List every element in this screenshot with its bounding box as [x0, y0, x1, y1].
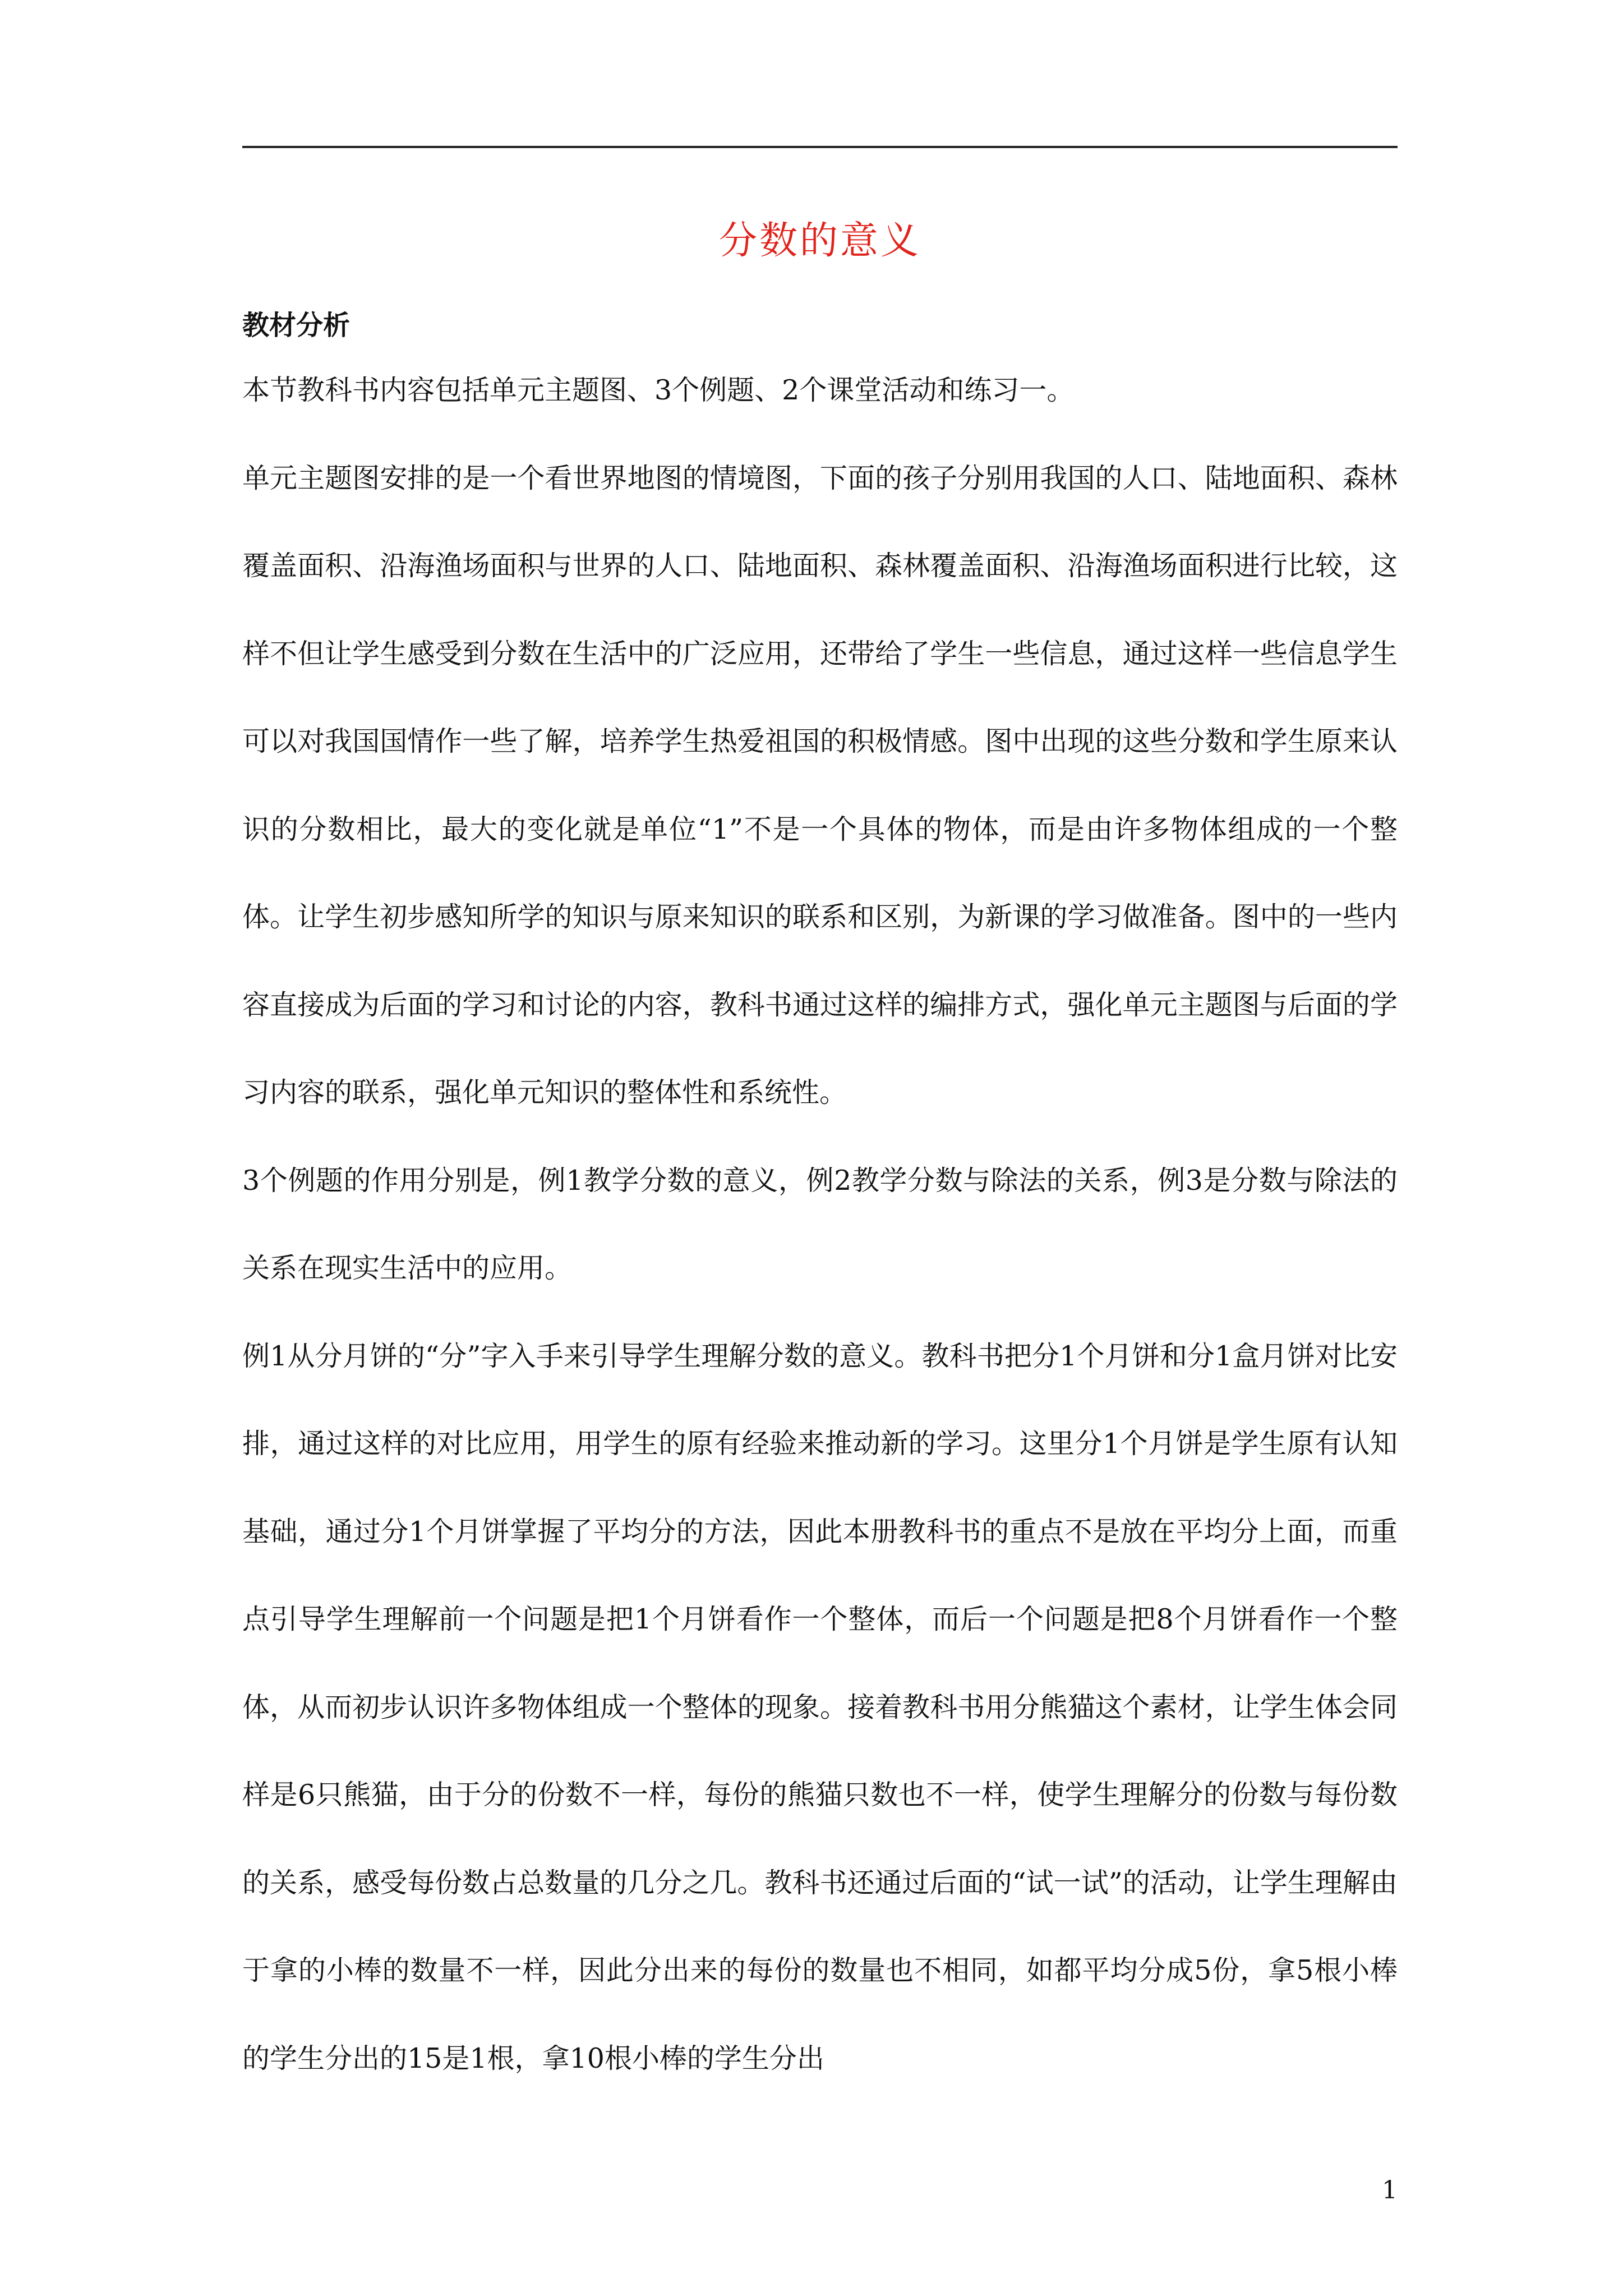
page-number: 1	[1382, 2176, 1398, 2205]
paragraph: 3个例题的作用分别是，例1教学分数的意义，例2教学分数与除法的关系，例3是分数与除法的关系在现实生活中的应用。	[242, 1164, 1398, 1284]
section-heading: 教材分析	[242, 310, 351, 341]
body-text	[242, 347, 1398, 2102]
header-rule	[242, 146, 1398, 148]
page-title: 分数的意义	[718, 219, 921, 263]
paragraph: 单元主题图安排的是一个看世界地图的情境图，下面的孩子分别用我国的人口、陆地面积、森林覆盖面积、沿海渔场面积与世界的人口、陆地面积、森林覆盖面积、沿海渔场面积进行比较，这样不但让学生感受到分数在生活中的广泛应用，还带给了学生一些信息，通过这样一些信息学生可以对我国国情作一些了解，培养学生热爱祖国的积极情感。图中出现的这些分数和学生原来认识的分数相比，最大的变化就是单位“1”不是一个具体的物体，而是由许多物体组成的一个整体。让学生初步感知所学的知识与原来知识的联系和区别，为新课的学习做准备。图中的一些内容直接成为后面的学习和讨论的内容，教科书通过这样的编排方式，强化单元主题图与后面的学习内容的联系，强化单元知识的整体性和系统性。	[242, 462, 1398, 1108]
paragraph: 本节教科书内容包括单元主题图、3个例题、2个课堂活动和练习一。	[242, 374, 1075, 406]
paragraph: 例1从分月饼的“分”字入手来引导学生理解分数的意义。教科书把分1个月饼和分1盒月饼对比安排，通过这样的对比应用，用学生的原有经验来推动新的学习。这里分1个月饼是学生原有认知基础，通过分1个月饼掌握了平均分的方法，因此本册教科书的重点不是放在平均分上面，而重点引导学生理解前一个问题是把1个月饼看作一个整体，而后一个问题是把8个月饼看作一个整体，从而初步认识许多物体组成一个整体的现象。接着教科书用分熊猫这个素材，让学生体会同样是6只熊猫，由于分的份数不一样，每份的熊猫只数也不一样，使学生理解分的份数与每份数的关系，感受每份数占总数量的几分之几。教科书还通过后面的“试一试”的活动，让学生理解由于拿的小棒的数量不一样，因此分出来的每份的数量也不相同，如都平均分成5份，拿5根小棒的学生分出的15是1根，拿10根小棒的学生分出	[242, 1340, 1398, 2074]
